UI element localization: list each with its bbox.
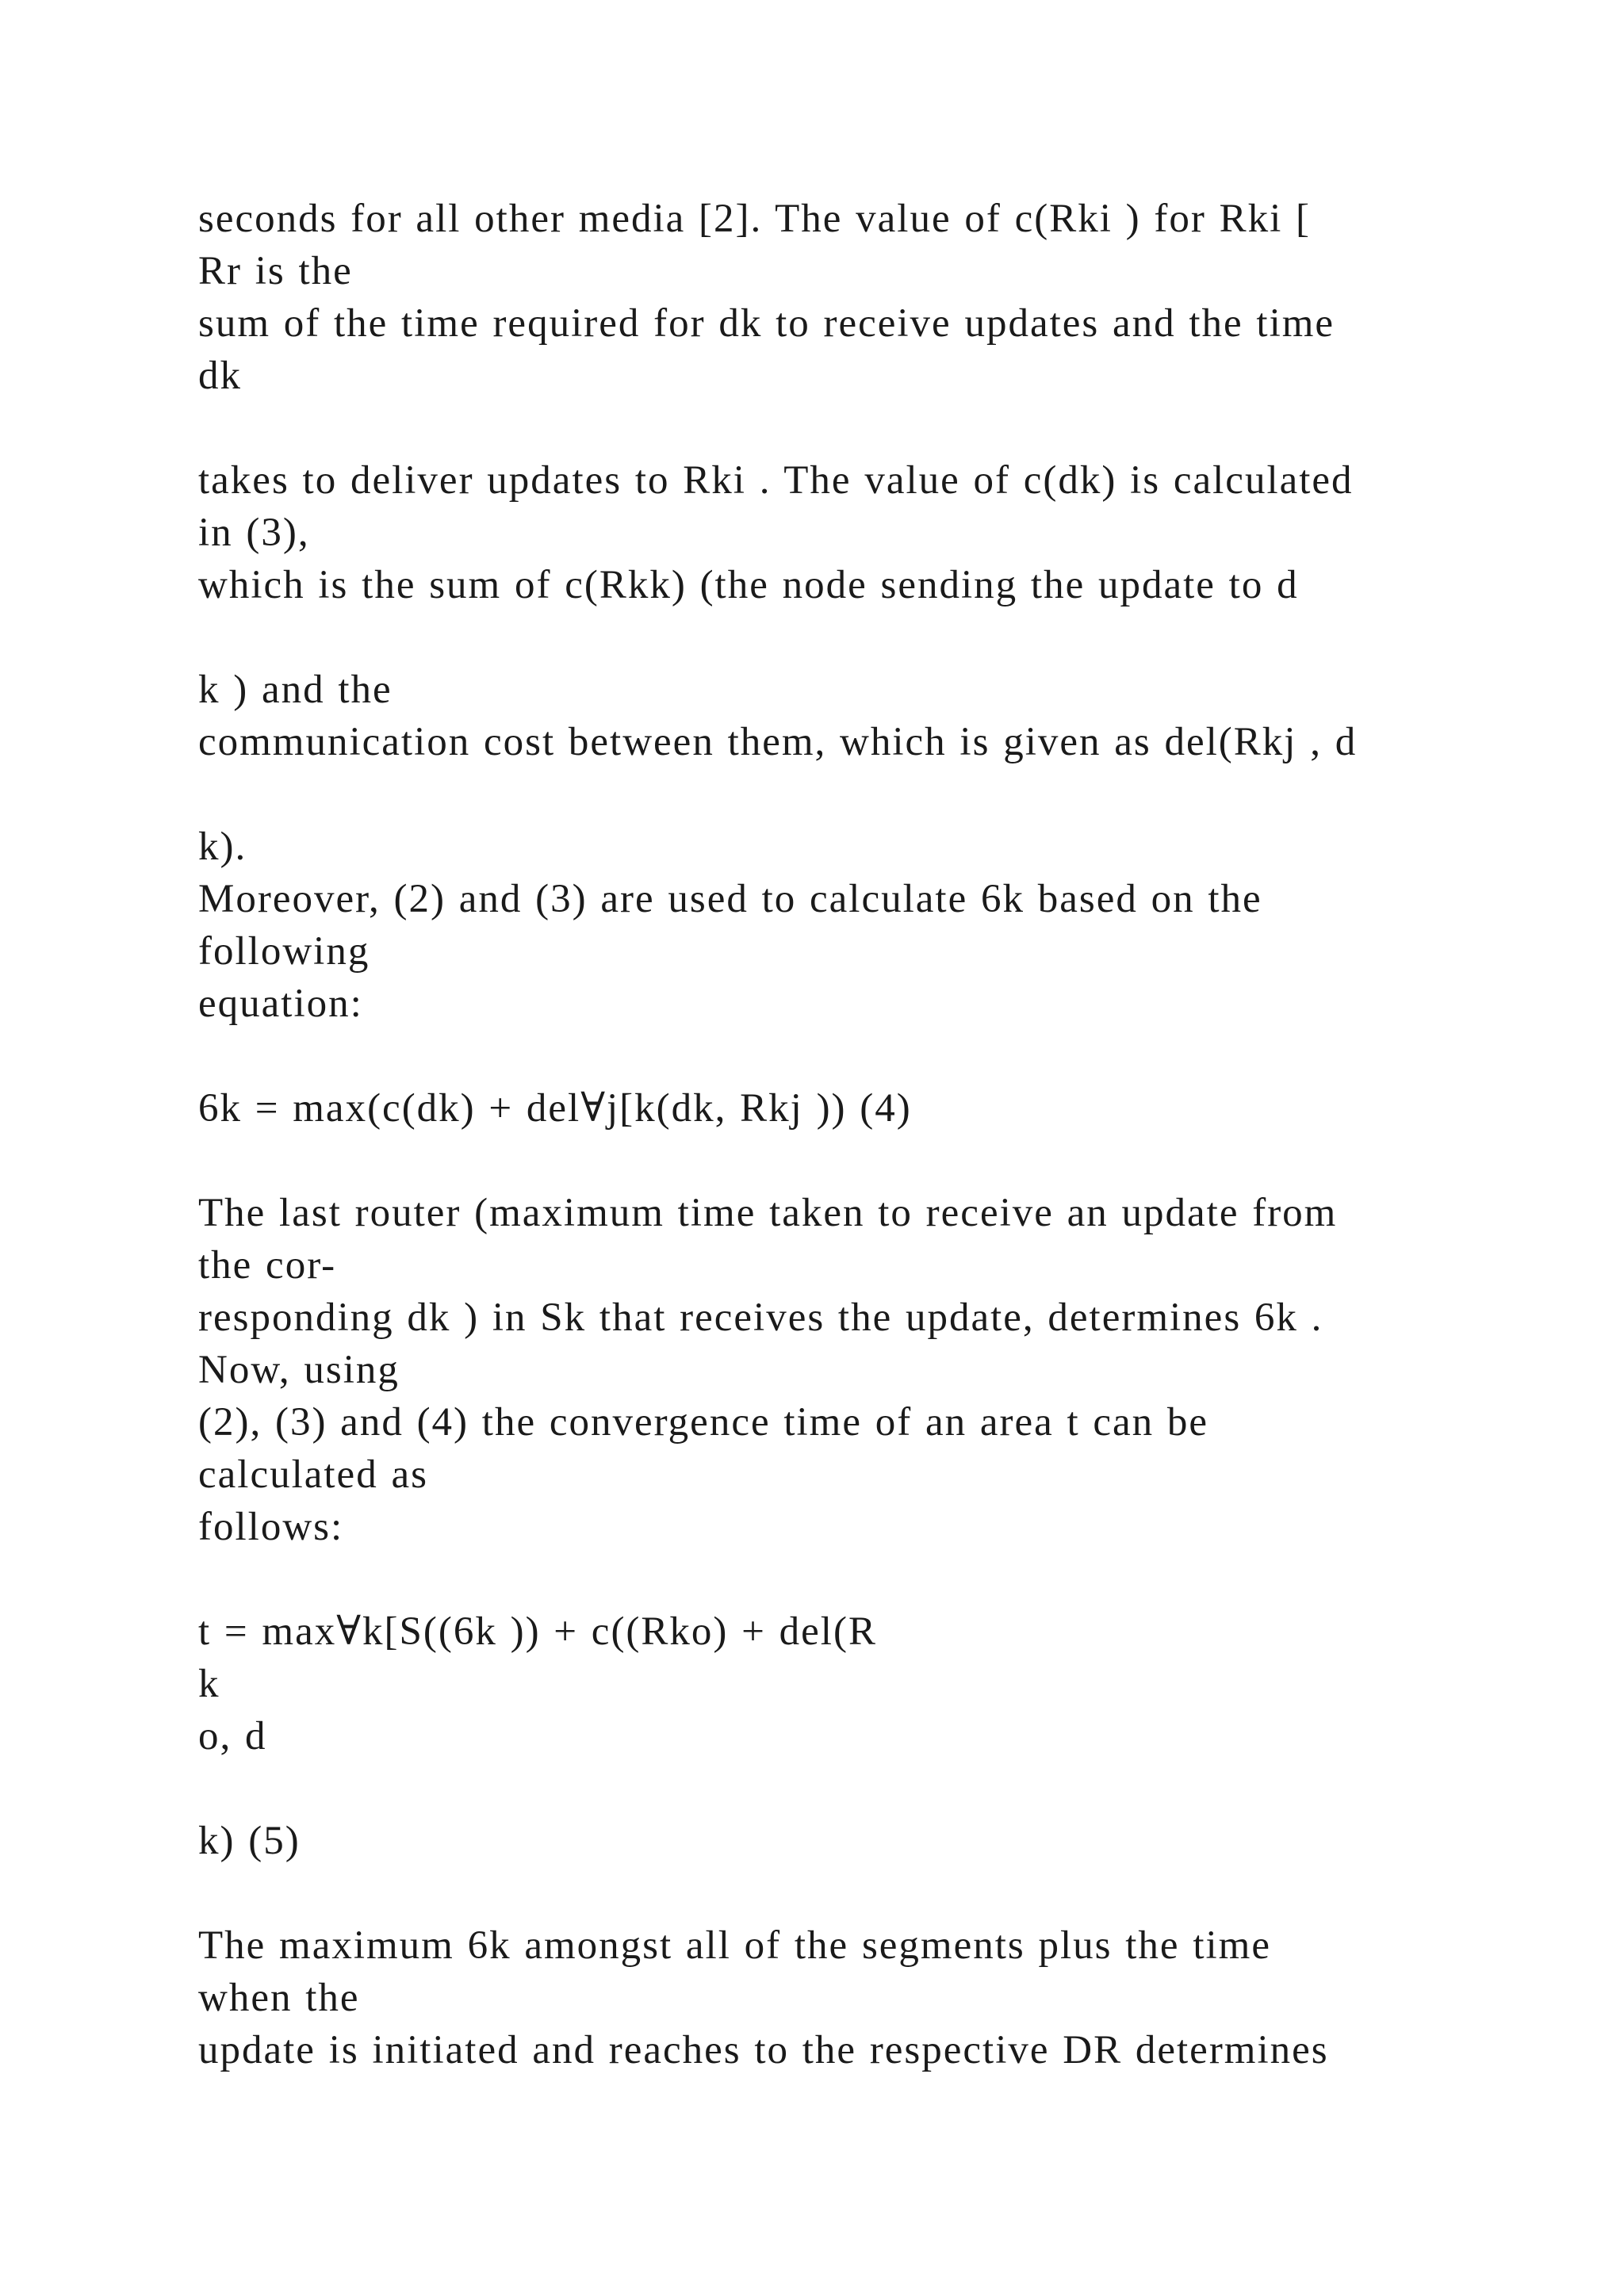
text-line: k ) and the: [198, 668, 393, 712]
text-line: when the: [198, 1976, 360, 2020]
text-line: The maximum 6k amongst all of the segments plus the time: [198, 1923, 1271, 1968]
body-text: [198, 193, 1483, 2076]
text-line: Moreover, (2) and (3) are used to calculate 6k based on the: [198, 877, 1262, 921]
text-line: Now, using: [198, 1348, 400, 1392]
text-line: equation:: [198, 982, 363, 1026]
text-line: o, d: [198, 1714, 267, 1758]
blank-line: [198, 611, 1483, 664]
text-line: The last router (maximum time taken to receive an update from: [198, 1191, 1338, 1235]
blank-line: [198, 1762, 1483, 1815]
text-line: seconds for all other media [2]. The value of c(Rki ) for Rki [: [198, 197, 1311, 241]
blank-line: [198, 1135, 1483, 1187]
text-line: follows:: [198, 1505, 344, 1549]
equation-5: t = max∀k[S((6k )) + c((Rko) + del(R: [198, 1609, 877, 1654]
text-line: in (3),: [198, 511, 310, 555]
text-line: sum of the time required for dk to receive updates and the time: [198, 301, 1335, 346]
text-line: responding dk ) in Sk that receives the update, determines 6k .: [198, 1295, 1323, 1340]
text-line: the cor-: [198, 1243, 337, 1288]
text-line: k).: [198, 825, 247, 869]
blank-line: [198, 768, 1483, 821]
blank-line: [198, 402, 1483, 454]
text-line: communication cost between them, which is given as del(Rkj , d: [198, 720, 1358, 764]
text-line: k) (5): [198, 1819, 301, 1863]
text-line: Rr is the: [198, 249, 353, 293]
text-line: which is the sum of c(Rkk) (the node sending the update to d: [198, 563, 1299, 607]
equation-4: 6k = max(c(dk) + del∀j[k(dk, Rkj )) (4): [198, 1086, 912, 1131]
blank-line: [198, 1867, 1483, 1919]
blank-line: [198, 1553, 1483, 1605]
text-line: following: [198, 929, 370, 974]
text-line: dk: [198, 354, 242, 398]
blank-line: [198, 1030, 1483, 1082]
text-line: takes to deliver updates to Rki . The value of c(dk) is calculated: [198, 458, 1354, 503]
text-line: calculated as: [198, 1452, 428, 1497]
text-line: (2), (3) and (4) the convergence time of an area t can be: [198, 1400, 1209, 1445]
text-line: k: [198, 1662, 220, 1706]
text-line: update is initiated and reaches to the respective DR determines: [198, 2028, 1329, 2072]
